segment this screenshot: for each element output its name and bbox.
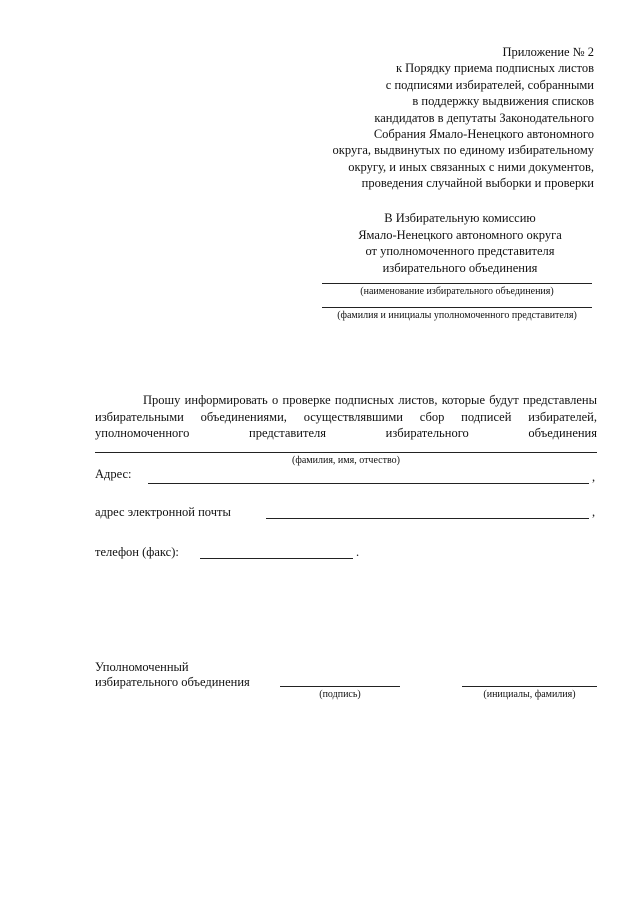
appendix-line: с подписями избирателей, собранными bbox=[385, 77, 594, 92]
addressee-block bbox=[330, 210, 590, 276]
party-name-caption: (наименование избирательного объединения) bbox=[360, 286, 554, 297]
appendix-line: Собрания Ямало-Ненецкого автономного bbox=[373, 127, 594, 142]
party-name-line[interactable] bbox=[322, 283, 592, 284]
addressee-line: В Избирательную комиссию bbox=[384, 211, 536, 225]
address-label: Адрес: bbox=[95, 467, 132, 481]
request-text: Прошу информировать о проверке подписных листов, которые будут представлены избирательными объединениями, осуществлявшими сбор подписей избирателей, уполномоченного представителя избирательного объединения bbox=[95, 393, 597, 441]
email-comma: , bbox=[592, 505, 596, 519]
signature-label-line1: Уполномоченный bbox=[95, 660, 189, 674]
appendix-title: Приложение № 2 bbox=[502, 45, 594, 59]
appendix-header bbox=[264, 44, 594, 192]
initials-field[interactable] bbox=[462, 686, 597, 687]
appendix-line: кандидатов в депутаты Законодательного bbox=[374, 110, 594, 125]
phone-label: телефон (факс): bbox=[95, 545, 179, 559]
addressee-line: от уполномоченного представителя bbox=[365, 244, 555, 259]
appendix-line: проведения случайной выборки и проверки bbox=[361, 176, 594, 191]
addressee-line: Ямало-Ненецкого автономного округа bbox=[358, 227, 562, 242]
representative-name-line[interactable] bbox=[322, 307, 592, 308]
phone-period: . bbox=[356, 545, 360, 559]
initials-caption: (инициалы, фамилия) bbox=[483, 689, 576, 700]
phone-field[interactable] bbox=[200, 558, 353, 559]
request-paragraph bbox=[95, 392, 597, 442]
fio-caption: (фамилия, имя, отчество) bbox=[292, 455, 400, 466]
address-comma: , bbox=[592, 470, 596, 484]
appendix-line: к Порядку приема подписных листов bbox=[395, 61, 594, 76]
representative-name-caption: (фамилия и инициалы уполномоченного представителя) bbox=[337, 310, 577, 321]
email-label: адрес электронной почты bbox=[95, 505, 231, 519]
address-field[interactable] bbox=[148, 483, 589, 484]
signature-label-line2: избирательного объединения bbox=[95, 675, 250, 689]
appendix-line: в поддержку выдвижения списков bbox=[412, 94, 594, 109]
signature-field[interactable] bbox=[280, 686, 400, 687]
signature-caption: (подпись) bbox=[319, 689, 361, 700]
appendix-line: округа, выдвинутых по единому избирательному bbox=[332, 143, 594, 158]
email-field[interactable] bbox=[266, 518, 589, 519]
signature-label bbox=[95, 660, 250, 690]
addressee-line: избирательного объединения bbox=[382, 260, 538, 275]
fio-line[interactable] bbox=[95, 452, 597, 453]
appendix-line: округу, и иных связанных с ними документов, bbox=[348, 159, 594, 174]
